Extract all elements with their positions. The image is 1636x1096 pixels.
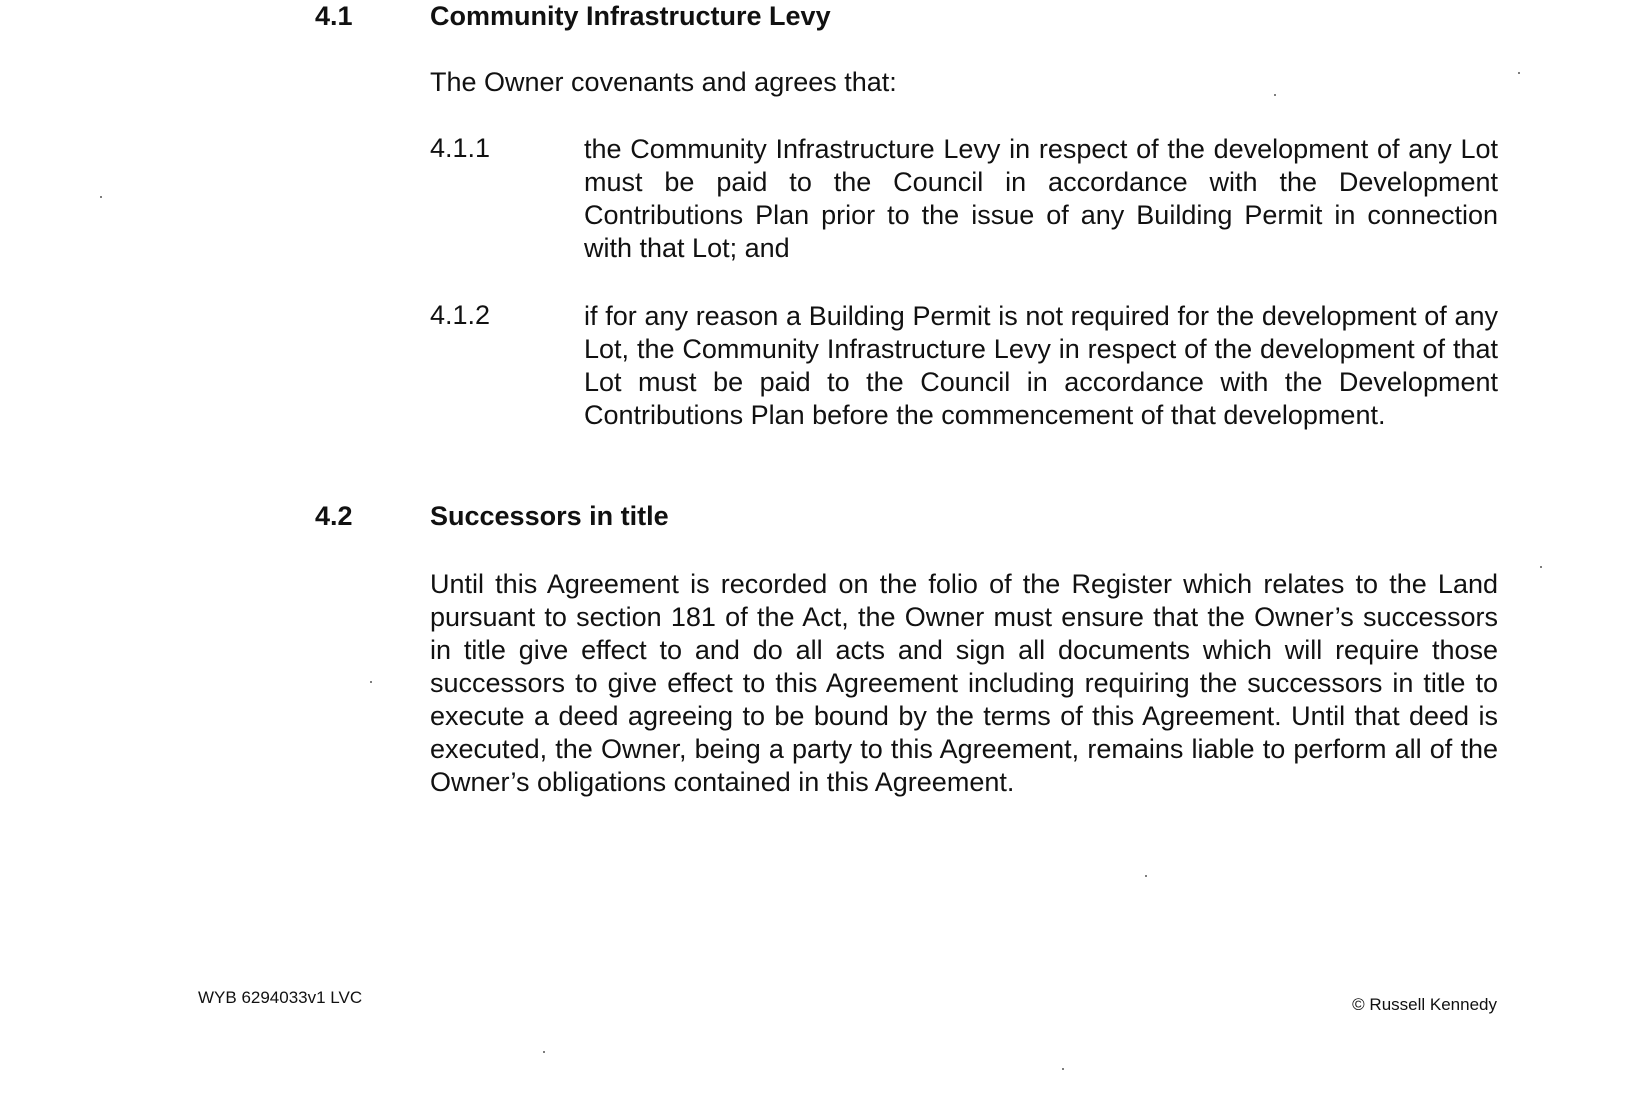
section-4-2-title: Successors in title <box>430 501 669 531</box>
footer-document-ref: WYB 6294033v1 LVC <box>198 988 363 1007</box>
section-4-1-title: Community Infrastructure Levy <box>430 1 831 31</box>
clause-4-1-1-number: 4.1.1 <box>430 133 491 163</box>
scan-speck <box>370 681 372 683</box>
footer-copyright: © Russell Kennedy <box>1352 995 1497 1014</box>
clause-4-1-2-text: if for any reason a Building Permit is not required for the development of any Lot, the Community Infrastructure Levy in respect of the development of that Lot must be paid to the Council in accordance with the Development Contributions Plan before the commencement of that development. <box>584 301 1498 430</box>
scan-speck <box>1518 72 1520 74</box>
scan-speck <box>1145 875 1147 877</box>
clause-4-1-1-text: the Community Infrastructure Levy in respect of the development of any Lot must be paid to the Council in accordance with the Development Contributions Plan prior to the issue of any Building Permit in connection with that Lot; and <box>584 134 1498 263</box>
scan-speck <box>100 196 102 198</box>
scan-speck <box>1062 1068 1064 1070</box>
scan-speck <box>543 1051 545 1053</box>
scan-speck <box>1274 94 1276 96</box>
section-4-1-number: 4.1 <box>315 1 353 31</box>
section-4-1-intro: The Owner covenants and agrees that: <box>430 67 897 97</box>
section-4-2-body: Until this Agreement is recorded on the folio of the Register which relates to the Land pursuant to section 181 of the Act, the Owner must ensure that the Owner’s successors in title give effect to and do all acts and sign all documents which will require those successors to give effect to this Agreement including requiring the successors in title to execute a deed agreeing to be bound by the terms of this Agreement. Until that deed is executed, the Owner, being a party to this Agreement, remains liable to perform all of the Owner’s obligations contained in this Agreement. <box>430 569 1498 797</box>
section-4-2-number: 4.2 <box>315 501 353 531</box>
scan-speck <box>1540 566 1542 568</box>
clause-4-1-2-number: 4.1.2 <box>430 300 491 330</box>
